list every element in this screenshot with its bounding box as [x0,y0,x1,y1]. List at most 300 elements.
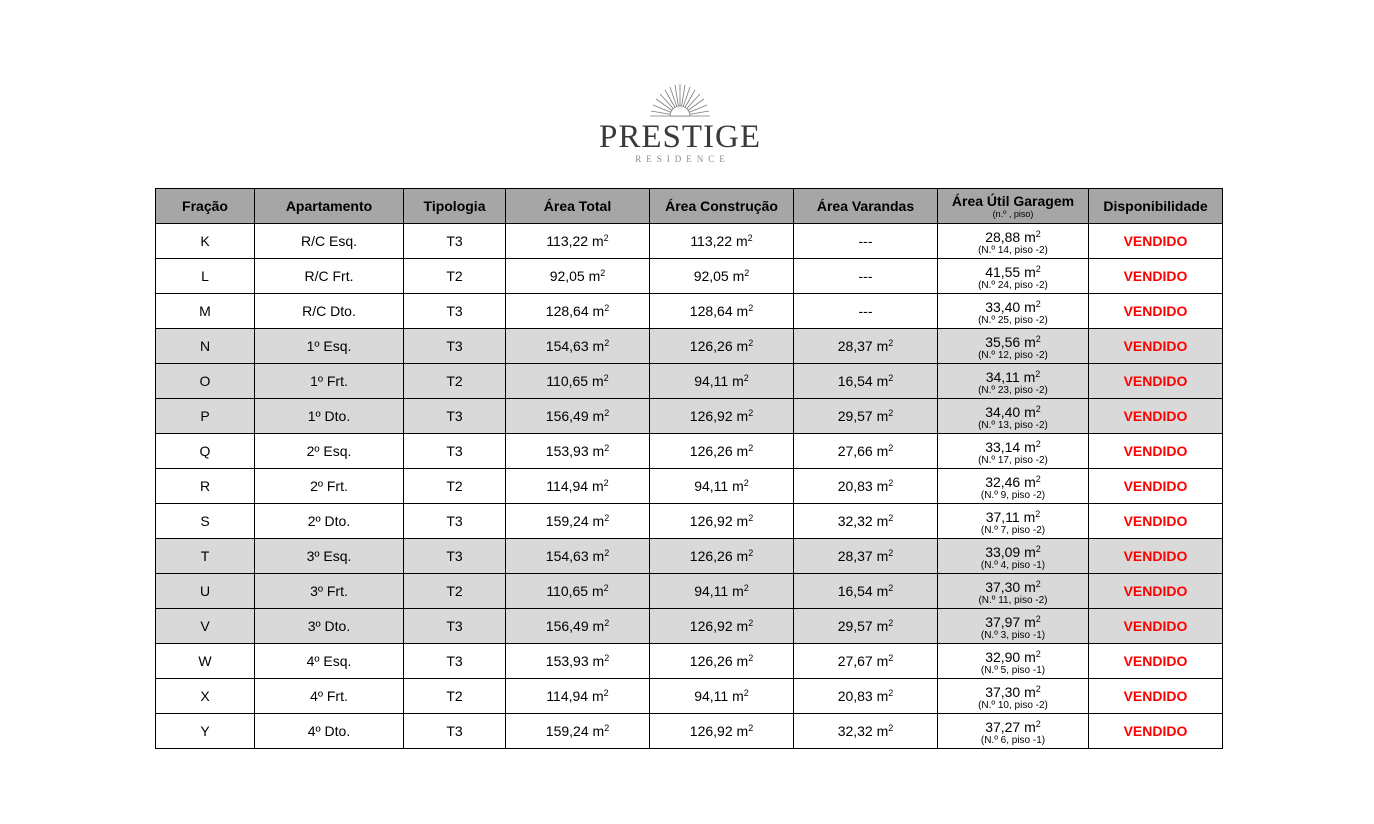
garagem-area-value: 33,14 [985,439,1021,455]
unit: m [876,653,889,669]
cell-area-construcao [650,329,794,364]
cell-area-total-value: 128,64 [545,303,589,319]
cell-area-varandas-value: 28,37 [837,548,873,564]
cell-area-varandas [794,434,938,469]
garagem-info: (N.º 6, piso -1) [980,735,1046,746]
unit-exponent: 2 [748,653,754,663]
unit-exponent: 2 [604,443,610,453]
cell-area-total-value: 156,49 [545,618,589,634]
cell-fracao: O [156,364,255,399]
cell-area-varandas [794,469,938,504]
unit-exponent: 2 [888,478,894,488]
status-badge: VENDIDO [1089,714,1223,749]
unit-exponent: 2 [1035,229,1041,239]
unit-exponent: 2 [603,373,609,383]
cell-garagem [938,644,1089,679]
cell-area-total-value: 156,49 [545,408,589,424]
cell-area-varandas-value: 29,57 [837,408,873,424]
unit-exponent: 2 [888,548,894,558]
status-badge: VENDIDO [1089,574,1223,609]
cell-area-construcao-value: 126,26 [689,548,733,564]
header-area-garagem-label: Área Útil Garagem [951,193,1075,209]
unit: m [736,618,749,634]
cell-area-varandas-value: --- [858,268,873,284]
unit: m [736,338,749,354]
unit-exponent: 2 [748,723,754,733]
unit: m [1024,404,1036,420]
unit-exponent: 2 [1035,719,1041,729]
header-area-varandas: Área Varandas [794,189,938,224]
cell-area-construcao-value: 126,26 [689,653,733,669]
cell-tipologia: T2 [404,364,506,399]
cell-fracao: V [156,609,255,644]
unit-exponent: 2 [748,408,754,418]
cell-area-total-value: 159,24 [545,513,589,529]
unit: m [732,688,744,704]
unit-exponent: 2 [604,618,610,628]
unit-exponent: 2 [888,618,894,628]
status-badge: VENDIDO [1089,469,1223,504]
unit: m [732,478,744,494]
cell-fracao: P [156,399,255,434]
cell-area-total [506,644,650,679]
unit: m [736,408,749,424]
unit: m [591,688,604,704]
cell-area-construcao-value: 94,11 [694,478,729,494]
unit-exponent: 2 [743,478,749,488]
unit: m [736,303,749,319]
cell-area-total [506,679,650,714]
header-area-construcao: Área Construção [650,189,794,224]
unit-exponent: 2 [1035,439,1041,449]
cell-area-varandas-value: 27,67 [837,653,873,669]
cell-garagem [938,329,1089,364]
cell-area-total [506,609,650,644]
cell-area-construcao [650,714,794,749]
unit-exponent: 2 [743,373,749,383]
cell-area-construcao [650,434,794,469]
cell-area-varandas [794,259,938,294]
cell-tipologia: T3 [404,434,506,469]
cell-area-varandas [794,364,938,399]
garagem-area-value: 37,30 [985,684,1021,700]
cell-fracao: M [156,294,255,329]
cell-tipologia: T3 [404,644,506,679]
garagem-info: (N.º 25, piso -2) [978,315,1048,326]
garagem-area [938,646,1088,665]
unit-exponent: 2 [1035,404,1041,414]
cell-area-construcao-value: 94,11 [694,583,729,599]
cell-area-varandas [794,294,938,329]
unit-exponent: 2 [1035,579,1041,589]
garagem-area [938,611,1088,630]
cell-area-construcao-value: 126,92 [689,618,733,634]
unit-exponent: 2 [603,688,609,698]
cell-tipologia: T3 [404,539,506,574]
status-badge: VENDIDO [1089,504,1223,539]
cell-area-varandas [794,609,938,644]
unit: m [876,513,889,529]
unit: m [736,513,749,529]
cell-tipologia: T3 [404,504,506,539]
unit: m [732,373,744,389]
table-row [156,609,1223,644]
cell-area-varandas-value: 29,57 [837,618,873,634]
status-badge: VENDIDO [1089,259,1223,294]
unit-exponent: 2 [604,513,610,523]
garagem-area [938,716,1088,735]
garagem-info: (N.º 24, piso -2) [978,280,1048,291]
cell-tipologia: T2 [404,574,506,609]
cell-area-varandas-value: 16,54 [837,583,873,599]
cell-area-construcao [650,609,794,644]
garagem-info: (N.º 7, piso -2) [980,525,1046,536]
unit: m [591,233,604,249]
garagem-area-value: 34,40 [985,404,1021,420]
cell-fracao: S [156,504,255,539]
unit-exponent: 2 [888,513,894,523]
cell-area-varandas-value: 32,32 [837,513,873,529]
unit-exponent: 2 [604,338,610,348]
unit-exponent: 2 [743,583,749,593]
unit: m [592,653,605,669]
cell-fracao: U [156,574,255,609]
garagem-area [938,471,1088,490]
unit: m [732,583,744,599]
cell-garagem [938,294,1089,329]
cell-area-total [506,434,650,469]
unit: m [592,303,605,319]
table-row [156,294,1223,329]
availability-table [155,188,1223,749]
cell-garagem [938,469,1089,504]
table-row [156,504,1223,539]
cell-area-varandas-value: 28,37 [837,338,873,354]
cell-apartamento: R/C Dto. [255,294,404,329]
cell-area-total [506,399,650,434]
garagem-area-value: 37,97 [985,614,1021,630]
unit-exponent: 2 [604,653,610,663]
cell-fracao: N [156,329,255,364]
unit-exponent: 2 [1035,264,1041,274]
table-row [156,399,1223,434]
table-row [156,714,1223,749]
cell-area-varandas [794,714,938,749]
unit: m [732,268,745,284]
cell-garagem [938,224,1089,259]
cell-area-construcao [650,679,794,714]
cell-area-varandas [794,539,938,574]
unit-exponent: 2 [888,373,894,383]
cell-area-construcao [650,224,794,259]
unit: m [876,373,889,389]
unit: m [1024,684,1036,700]
table-row [156,679,1223,714]
cell-apartamento: R/C Frt. [255,259,404,294]
status-badge: VENDIDO [1089,399,1223,434]
cell-garagem [938,259,1089,294]
unit: m [876,408,889,424]
cell-tipologia: T3 [404,294,506,329]
cell-area-total-value: 154,63 [545,338,589,354]
garagem-area [938,296,1088,315]
table-row [156,469,1223,504]
cell-area-total-value: 153,93 [545,653,589,669]
status-badge: VENDIDO [1089,644,1223,679]
cell-area-construcao [650,399,794,434]
garagem-area [938,506,1088,525]
cell-area-construcao [650,504,794,539]
unit-exponent: 2 [1035,299,1041,309]
unit-exponent: 2 [600,268,606,278]
cell-area-construcao-value: 126,92 [689,723,733,739]
unit: m [591,583,604,599]
unit-exponent: 2 [748,548,754,558]
table-row [156,434,1223,469]
cell-apartamento: 1º Dto. [255,399,404,434]
unit: m [1024,439,1036,455]
unit-exponent: 2 [888,408,894,418]
unit-exponent: 2 [604,548,610,558]
status-badge: VENDIDO [1089,539,1223,574]
garagem-area-value: 37,27 [985,719,1021,735]
unit-exponent: 2 [1035,684,1041,694]
cell-garagem [938,434,1089,469]
status-badge: VENDIDO [1089,364,1223,399]
cell-apartamento: 3º Dto. [255,609,404,644]
garagem-info: (N.º 5, piso -1) [980,665,1046,676]
cell-area-total [506,259,650,294]
unit: m [1024,614,1036,630]
cell-apartamento: 4º Dto. [255,714,404,749]
garagem-info: (N.º 3, piso -1) [980,630,1046,641]
cell-area-construcao-value: 128,64 [689,303,733,319]
cell-area-construcao [650,294,794,329]
unit: m [735,233,748,249]
cell-area-varandas [794,224,938,259]
garagem-area [938,436,1088,455]
cell-area-total-value: 114,94 [546,478,589,494]
cell-area-varandas-value: --- [858,233,873,249]
status-badge: VENDIDO [1089,609,1223,644]
header-tipologia: Tipologia [404,189,506,224]
cell-area-construcao [650,644,794,679]
cell-fracao: Q [156,434,255,469]
unit-exponent: 2 [604,723,610,733]
cell-area-construcao-value: 126,92 [689,408,733,424]
unit: m [592,408,605,424]
cell-area-construcao [650,539,794,574]
cell-garagem [938,399,1089,434]
cell-area-varandas-value: --- [858,303,873,319]
unit-exponent: 2 [748,513,754,523]
status-badge: VENDIDO [1089,329,1223,364]
unit: m [1023,509,1036,525]
garagem-area-value: 32,90 [985,649,1021,665]
cell-tipologia: T2 [404,259,506,294]
unit: m [592,338,605,354]
cell-area-total [506,224,650,259]
logo-subtitle: RESIDENCE [635,154,730,164]
cell-area-total [506,574,650,609]
unit: m [876,688,889,704]
cell-area-total-value: 154,63 [545,548,589,564]
cell-fracao: R [156,469,255,504]
unit: m [736,443,749,459]
cell-fracao: K [156,224,255,259]
garagem-info: (N.º 17, piso -2) [978,455,1048,466]
status-badge: VENDIDO [1089,679,1223,714]
logo-title: PRESTIGE [598,119,761,155]
unit-exponent: 2 [1035,509,1041,519]
cell-area-varandas [794,504,938,539]
unit: m [592,723,605,739]
garagem-area [938,541,1088,560]
garagem-area-value: 34,11 [985,369,1020,385]
status-badge: VENDIDO [1089,224,1223,259]
unit-exponent: 2 [748,338,754,348]
cell-tipologia: T3 [404,329,506,364]
unit-exponent: 2 [748,443,754,453]
cell-fracao: X [156,679,255,714]
cell-tipologia: T3 [404,714,506,749]
unit: m [1024,229,1036,245]
cell-fracao: W [156,644,255,679]
unit-exponent: 2 [604,408,610,418]
cell-area-total [506,714,650,749]
cell-garagem [938,504,1089,539]
unit-exponent: 2 [748,618,754,628]
cell-area-total [506,469,650,504]
unit: m [592,513,605,529]
status-badge: VENDIDO [1089,294,1223,329]
unit-exponent: 2 [1035,369,1041,379]
unit-exponent: 2 [1035,649,1041,659]
cell-area-total-value: 159,24 [545,723,589,739]
cell-area-construcao-value: 92,05 [693,268,729,284]
cell-fracao: Y [156,714,255,749]
cell-area-total [506,539,650,574]
header-apartamento: Apartamento [255,189,404,224]
cell-area-total-value: 92,05 [549,268,585,284]
cell-tipologia: T3 [404,224,506,259]
table-row [156,329,1223,364]
garagem-info: (N.º 14, piso -2) [978,245,1048,256]
unit-exponent: 2 [603,233,609,243]
cell-area-total [506,294,650,329]
garagem-info: (N.º 12, piso -2) [978,350,1048,361]
unit: m [876,723,889,739]
unit: m [736,548,749,564]
unit-exponent: 2 [604,303,610,313]
garagem-area-value: 28,88 [985,229,1021,245]
garagem-area-value: 33,09 [985,544,1021,560]
header-area-garagem-sub: (n.º , piso) [992,209,1034,219]
cell-garagem [938,574,1089,609]
cell-tipologia: T2 [404,469,506,504]
cell-area-construcao-value: 94,11 [694,373,729,389]
unit: m [1024,474,1036,490]
unit: m [1024,579,1036,595]
cell-apartamento: 2º Esq. [255,434,404,469]
cell-area-varandas [794,679,938,714]
cell-apartamento: 4º Frt. [255,679,404,714]
unit: m [876,583,889,599]
header-area-garagem [938,189,1089,224]
table-row [156,644,1223,679]
cell-area-total-value: 114,94 [546,688,589,704]
unit: m [1023,369,1036,385]
cell-area-varandas [794,329,938,364]
cell-area-construcao [650,574,794,609]
garagem-info: (N.º 23, piso -2) [978,385,1048,396]
cell-area-construcao [650,364,794,399]
cell-apartamento: R/C Esq. [255,224,404,259]
unit: m [592,443,605,459]
cell-apartamento: 2º Dto. [255,504,404,539]
unit-exponent: 2 [748,303,754,313]
table-header-row [156,189,1223,224]
cell-apartamento: 1º Frt. [255,364,404,399]
table-row [156,539,1223,574]
garagem-area [938,366,1088,385]
cell-garagem [938,714,1089,749]
cell-garagem [938,539,1089,574]
unit: m [876,338,889,354]
cell-tipologia: T2 [404,679,506,714]
unit-exponent: 2 [1035,334,1041,344]
garagem-info: (N.º 10, piso -2) [978,700,1048,711]
cell-garagem [938,609,1089,644]
prestige-logo [560,82,800,177]
unit-exponent: 2 [1035,544,1041,554]
cell-apartamento: 3º Frt. [255,574,404,609]
table-row [156,259,1223,294]
cell-garagem [938,679,1089,714]
garagem-area-value: 35,56 [985,334,1021,350]
cell-area-varandas-value: 27,66 [837,443,873,459]
unit: m [591,478,604,494]
unit: m [588,268,601,284]
cell-area-total [506,329,650,364]
cell-area-total-value: 110,65 [546,373,589,389]
cell-area-varandas-value: 20,83 [837,478,873,494]
unit-exponent: 2 [1035,614,1041,624]
unit-exponent: 2 [1035,474,1041,484]
unit-exponent: 2 [888,653,894,663]
garagem-area [938,401,1088,420]
garagem-area [938,331,1088,350]
garagem-area-value: 41,55 [985,264,1021,280]
unit-exponent: 2 [888,338,894,348]
unit-exponent: 2 [743,688,749,698]
unit: m [736,723,749,739]
sunburst-icon [648,82,712,118]
cell-tipologia: T3 [404,609,506,644]
cell-area-construcao-value: 126,26 [689,338,733,354]
garagem-area-value: 32,46 [985,474,1021,490]
table-row [156,364,1223,399]
cell-garagem [938,364,1089,399]
garagem-info: (N.º 4, piso -1) [980,560,1046,571]
cell-area-construcao-value: 126,92 [689,513,733,529]
unit-exponent: 2 [747,233,753,243]
cell-area-total [506,364,650,399]
unit: m [592,618,605,634]
cell-tipologia: T3 [404,399,506,434]
cell-area-varandas-value: 32,32 [837,723,873,739]
unit: m [1024,334,1036,350]
